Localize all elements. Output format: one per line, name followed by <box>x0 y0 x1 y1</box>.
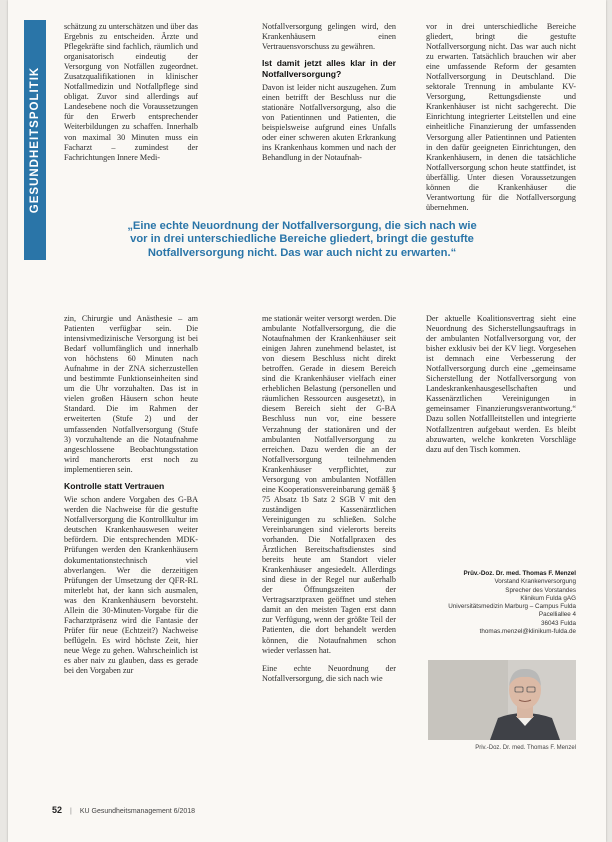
bottom-col1-paragraph-2: Wie schon andere Vorgaben des G-BA werden die Nachweise für die gestufte Notfallversorgung die Kontrollkultur im deutschen Krankenhauswesen weiter befördern. Die entsprechenden MDK-Prüfungen werden den Krankenhäusern dokumentationstechnisch viel abverlangen. Wer die derzeitigen Prüfungen der Umsetzung der QFR-RL miterlebt hat, der kann sich ausmalen, was den Krankenhäusern bevorsteht. Allein die 30-Minuten-Vorgabe für die Facharztpräsenz wird die Fantasie der Prüfer für neue (Echtzeit?) Nachweise beflügeln. Es wird höchste Zeit, hier neue Wege zu gehen. Wahrscheinlich ist es aber naiv zu glauben, dass es gerade bei den Vorgaben zur <box>64 495 198 676</box>
bottom-col3-paragraph: Der aktuelle Koalitionsvertrag sieht eine Neuordnung des Sicherstellungsauftrags in der ambulanten Notfallversorgung vor, der bisher exklusiv bei der KV liegt. Vorgesehen ist demnach eine Verbesserung der Notfallversorgung durch eine „gemeinsame Sicherstellung der Notfallversorgung von Landeskrankenhausgesellschaften und Kassenärztlichen Vereinigungen in gemeinsamer Finanzierungsverantwortung.“ Dazu sollen Notfallleitstellen und integrierte Notfallzentren aufgebaut werden. Es bleibt abzuwarten, welche konkreten Vorschläge dazu auf den Tisch kommen. <box>426 314 576 454</box>
journal-name: KU Gesundheitsmanagement 6/2018 <box>79 808 196 815</box>
author-org: Klinikum Fulda gAG <box>520 594 576 602</box>
top-col3-paragraph: vor in drei unterschiedliche Bereiche gliedert, bringt die gestufte Notfallversorgung nicht. Das war auch nicht zu erwarten. Tatsächlich brauchen wir aber eine umfassende Reform der gesamten Notfallversorgung in Deutschland. Die sektorale Trennung in ambulante KV-Versorgung, Rettungsdienste und Krankenhäuser ist nicht sachgerecht. Die Einrichtung integrierter Leitstellen und eine einheitliche Finanzierung der umfassenden Versorgung aller Patientinnen und Patienten in den dafür geeigneten Einrichtungen, den Krankenhäusern, in denen die tatsächliche Notfallversorgung schon heute stattfindet, ist überfällig. Unter diesen Voraussetzungen können die Krankenhäuser die Verantwortung für die Notfallversorgung übernehmen. <box>426 22 576 212</box>
author-block <box>438 570 576 636</box>
author-university: Universitätsmedizin Marburg – Campus Fulda <box>448 603 576 611</box>
top-column-2 <box>262 22 396 164</box>
author-portrait-icon <box>428 660 576 740</box>
bottom-column-1 <box>64 314 198 676</box>
page-number: 52 <box>52 805 63 815</box>
bottom-col2-paragraph-1: me stationär weiter versorgt werden. Die ambulante Notfallversorgung, die die Notaufnahmen der Krankenhäuser seit einigen Jahren zunehmend belastet, ist von diesem Beschluss nicht direkt betroffen. Gerade in diesem Bereich sind die Krankenhäuser vielfach einer erheblichen Belastung (personellen und räumlichen Ressourcen ausgesetzt), in diesem Bereich sieht der G-BA Beschluss nun vor, eine bessere Verzahnung der stationären und der ambulanten Notfallversorgung zu erreichen. Dazu werden die an der Notfallversorgung teilnehmenden Krankenhäuser verpflichtet, zur Versorgung von ambulanten Notfällen eine Kooperationsvereinbarung gemäß § 75 Absatz 1b Satz 2 SGB V mit den zuständigen Kassenärztlichen Vereinigungen zu schließen. Solche Vereinbarungen sind vielerorts bereits vorhanden. Die Notfallpraxen des Ärztlichen Bereitschaftsdienstes sind bereits heute am Standort vieler Krankenhäuser angesiedelt. Allerdings sind diese in der Regel nur außerhalb der Öffnungszeiten der Vertragsarztpraxen geöffnet und stehen damit an den meisten Tagen erst dann zur Verfügung, wenn der größte Teil der Patienten, die dort behandelt werden können, die Notaufnahmen schon wieder verlassen hat. <box>262 314 396 655</box>
top-column-1 <box>64 22 198 163</box>
photo-caption: Priv.-Doz. Dr. med. Thomas F. Menzel <box>475 745 576 751</box>
bottom-col2-paragraph-2: Eine echte Neuordnung der Notfallversorgung, die sich nach wie <box>262 663 396 683</box>
author-street: Pacelliallee 4 <box>538 611 576 619</box>
section-label: GESUNDHEITSPOLITIK <box>29 66 41 214</box>
pull-quote: „Eine echte Neuordnung der Notfallversorgung, die sich nach wie vor in drei unterschiedliche Bereiche gliedert, bringt die gestufte Notfallversorgung nicht. Das war auch nicht zu erwarten.“ <box>127 220 477 259</box>
page-footer <box>52 805 195 815</box>
bottom-col1-heading: Kontrolle statt Vertrauen <box>64 480 165 491</box>
author-role: Vorstand Krankenversorgung <box>494 578 576 586</box>
author-city: 36043 Fulda <box>540 619 576 627</box>
section-sidebar <box>24 20 46 260</box>
top-column-3 <box>426 22 576 213</box>
author-photo <box>428 660 576 740</box>
footer-separator: | <box>70 808 72 815</box>
author-role-2: Sprecher des Vorstandes <box>505 586 576 594</box>
bottom-col1-paragraph-1: zin, Chirurgie und Anästhesie – am Patienten verfügbar sein. Die intensivmedizinische Versorgung ist bei Bedarf vollumfänglich und innerhalb von höchstens 60 Minuten nach Aufnahme in der ZNA sicherzustellen und bestimmte Funktionseinheiten sind um die Uhr vorzuhalten. Das ist in vielen großen Häusern schon heute Standard. Die im Rahmen der erweiterten (Stufe 2) und der umfassenden Notfallversorgung (Stufe 3) vorzuhaltende an die Notaufnahme angeschlossene Beobachtungsstation wird mancherorts erst noch zu implementieren sein. <box>64 314 198 474</box>
bottom-column-3 <box>426 314 576 455</box>
top-col2-paragraph-1: Notfallversorgung gelingen wird, den Krankenhäusern einen Vertrauensvorschuss zu gewähren. <box>262 22 396 52</box>
author-email: thomas.menzel@klinikum-fulda.de <box>479 628 576 636</box>
author-name: Prüv.-Doz. Dr. med. Thomas F. Menzel <box>463 570 576 577</box>
bottom-column-2 <box>262 314 396 684</box>
top-col2-paragraph-2: Davon ist leider nicht auszugehen. Zum einen betrifft der Beschluss nur die stationäre Notfallversorgung, also die von Patientinnen und Patienten, die beispielsweise aufgrund eines Unfalls oder einer schweren akuten Erkrankung ins Krankenhaus kommen und nach der Behandlung in der Notaufnah- <box>262 83 396 163</box>
top-col1-paragraph: schätzung zu unterschätzen und über das Ergebnis zu entscheiden. Ärzte und Pflegekräfte sind fachlich, räumlich und organisatorisch eindeutig der Versorgung von Notfällen zugeordnet. Zusatzqualifikationen in klinischer Notfallmedizin und Notfallpflege sind obligat. Zuvor sind allerdings auf Landesebene noch die Voraussetzungen für den Erwerb entsprechender Weiterbildungen zu schaffen. Innerhalb von maximal 30 Minuten muss ein Facharzt – zumindest der Fachrichtungen Innere Medi- <box>64 22 198 162</box>
top-col2-heading: Ist damit jetzt alles klar in der Notfallversorgung? <box>262 58 396 79</box>
